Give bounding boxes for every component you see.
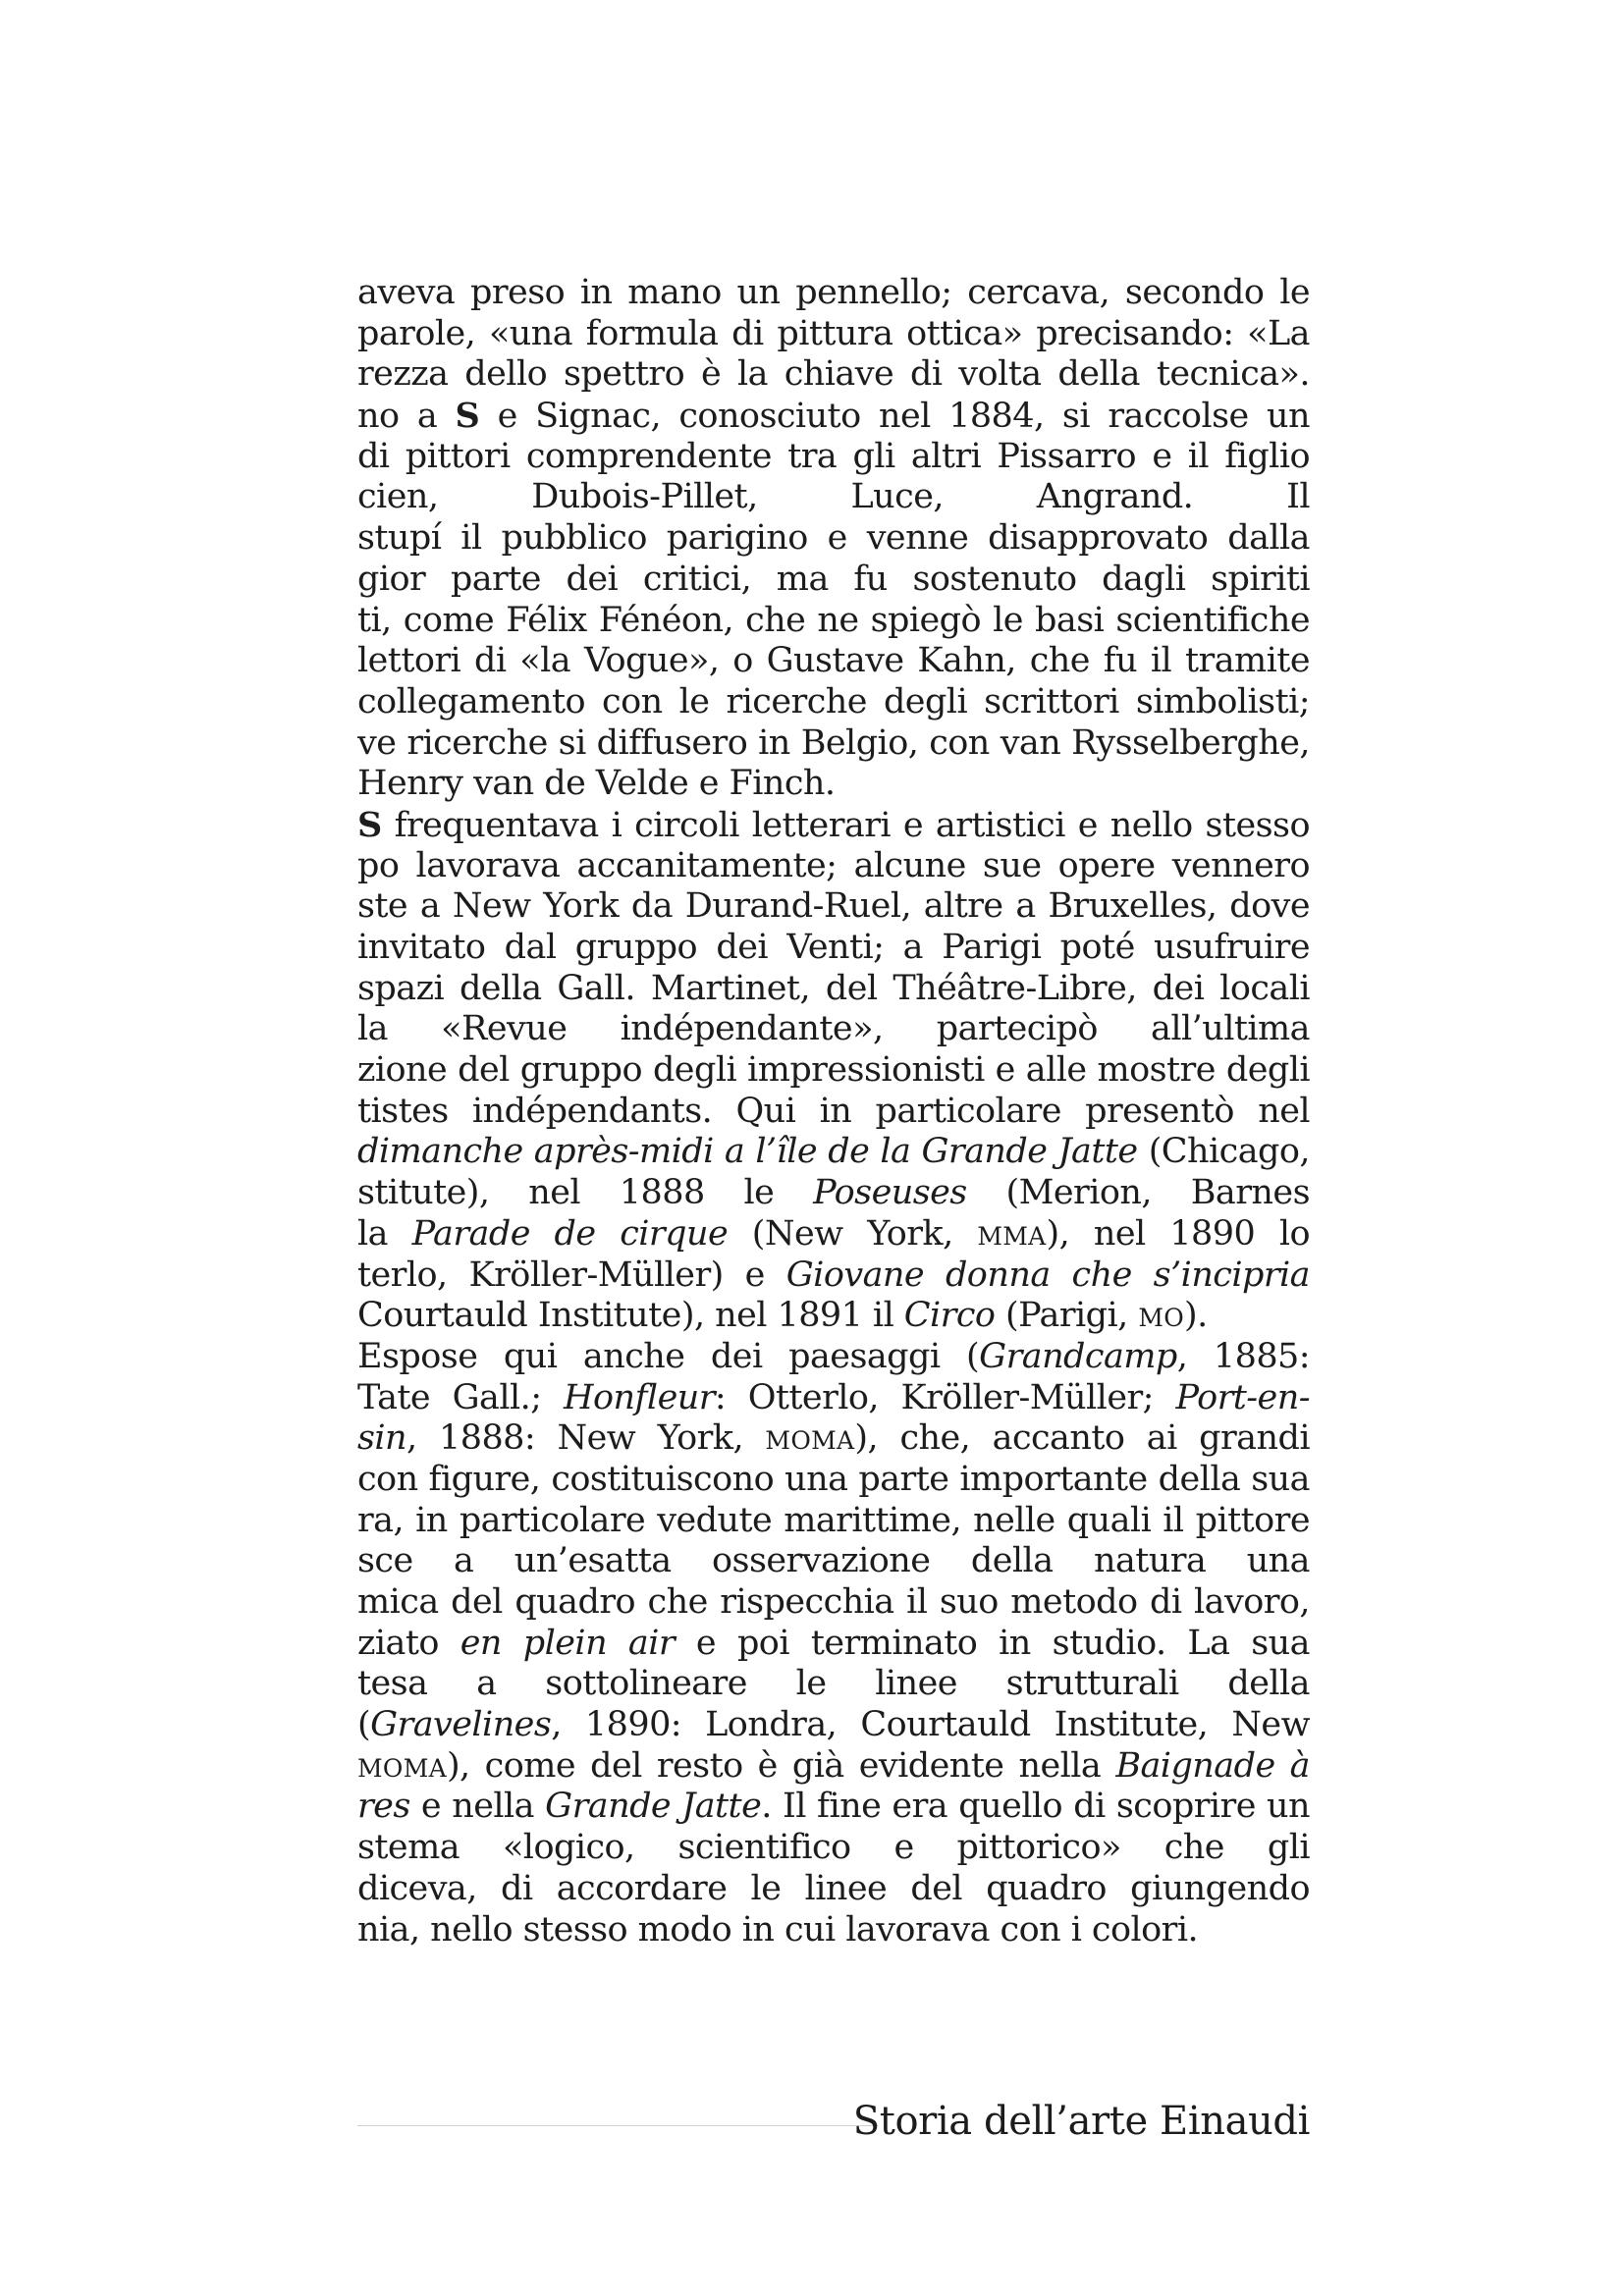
page-footer [357, 2091, 1310, 2150]
text-line: tesa a sottolineare le linee strutturali della [357, 1664, 1310, 1704]
artwork-title: Honfleur [564, 1377, 715, 1417]
artwork-title: Giovane donna che s’incipria [785, 1255, 1310, 1295]
artwork-title: Grande Jatte [545, 1787, 762, 1827]
text-line: stema «logico, scientifico e pittorico» che gli [357, 1828, 1310, 1868]
text-line: sin, 1888: New York, moma), che, accanto ai grandi [357, 1418, 1310, 1459]
text-line: la Parade de cirque (New York, mma), nel 1890 lo [357, 1213, 1310, 1254]
artwork-title: sin [357, 1418, 407, 1459]
artwork-title: Circo [903, 1296, 996, 1336]
footer-rule [357, 2125, 878, 2126]
museum-abbr: mma [977, 1213, 1047, 1254]
text-line: Tate Gall.; Honfleur: Otterlo, Kröller-Müller; Port-en- [357, 1378, 1310, 1419]
text-line: nia, nello stesso modo in cui lavorava con i colori. [357, 1909, 1199, 1949]
artwork-title: Baignade à [1115, 1745, 1310, 1786]
text-line: rezza dello spettro è la chiave di volta della tecnica». [357, 354, 1310, 395]
text-line: no a S e Signac, conosciuto nel 1884, si raccolse un [357, 396, 1310, 437]
text-line: stupí il pubblico parigino e venne disapprovato dalla [357, 518, 1310, 559]
text-line: ra, in particolare vedute marittime, nelle quali il pittore [357, 1500, 1310, 1540]
artwork-title: res [357, 1787, 410, 1827]
text-line: con figure, costituiscono una parte importante della sua [357, 1459, 1310, 1499]
artwork-title: Port-en- [1175, 1377, 1310, 1417]
text-line: aveva preso in mano un pennello; cercava, secondo le [357, 273, 1310, 312]
text-line: tistes indépendants. Qui in particolare presentò nel [357, 1091, 1310, 1131]
text-line: lettori di «la Vogue», o Gustave Kahn, che fu il tramite [357, 641, 1310, 681]
text-line: Espose qui anche dei paesaggi (Grandcamp, 1885: [357, 1336, 1310, 1376]
text-line: cien, Dubois-Pillet, Luce, Angrand. Il [357, 477, 1310, 517]
artwork-title: dimanche après-midi a l’île de la Grande Jatte [357, 1132, 1138, 1172]
text-line: mica del quadro che rispecchia il suo metodo di lavoro, [357, 1582, 1310, 1622]
text-line: ti, come Félix Fénéon, che ne spiegò le basi scientifiche [357, 600, 1310, 640]
museum-abbr: mo [1138, 1296, 1185, 1336]
text-line: ve ricerche si diffusero in Belgio, con van Rysselberghe, [357, 722, 1310, 763]
emphasis-text: en plein air [460, 1623, 676, 1663]
artwork-title: Grandcamp [979, 1336, 1177, 1376]
subject-initial: S [357, 804, 382, 845]
text-line: ziato en plein air e poi terminato in studio. La sua [357, 1623, 1310, 1663]
text-line: ste a New York da Durand-Ruel, altre a Bruxelles, dove [357, 886, 1310, 927]
text-line: diceva, di accordare le linee del quadro giungendo [357, 1868, 1310, 1908]
text-line: dimanche après-midi a l’île de la Grande Jatte (Chicago, [357, 1132, 1310, 1172]
text-line: S frequentava i circoli letterari e artistici e nello stesso [357, 804, 1310, 845]
subject-initial: S [455, 396, 480, 437]
text-line: zione del gruppo degli impressionisti e alle mostre degli [357, 1050, 1310, 1091]
text-line: terlo, Kröller-Müller) e Giovane donna che s’incipria [357, 1255, 1310, 1295]
text-line: invitato dal gruppo dei Venti; a Parigi poté usufruire [357, 928, 1310, 967]
museum-abbr: moma [357, 1745, 447, 1786]
text-line: la «Revue indépendante», partecipò all’ultima [357, 1009, 1310, 1049]
text-line: stitute), nel 1888 le Poseuses (Merion, Barnes [357, 1173, 1310, 1213]
footer-title: Storia dell’arte Einaudi [852, 2099, 1310, 2144]
text-line: spazi della Gall. Martinet, del Théâtre-Libre, dei locali [357, 968, 1310, 1008]
text-line: moma), come del resto è già evidente nella Baignade à [357, 1746, 1310, 1788]
text-line: gior parte dei critici, ma fu sostenuto dagli spiriti [357, 559, 1310, 599]
artwork-title: Parade de cirque [411, 1213, 729, 1254]
text-line: res e nella Grande Jatte. Il fine era quello di scoprire un [357, 1787, 1310, 1827]
text-line: di pittori comprendente tra gli altri Pissarro e il figlio [357, 436, 1310, 476]
museum-abbr: moma [765, 1418, 855, 1459]
text-line: collegamento con le ricerche degli scrittori simbolisti; [357, 681, 1310, 721]
text-line: Courtauld Institute), nel 1891 il Circo (Parigi, mo). [357, 1296, 1208, 1336]
text-line: po lavorava accanitamente; alcune sue opere vennero [357, 845, 1310, 885]
text-line: parole, «una formula di pittura ottica» precisando: «La [357, 313, 1310, 353]
text-line: Henry van de Velde e Finch. [357, 764, 836, 804]
text-line: sce a un’esatta osservazione della natura una [357, 1541, 1310, 1581]
artwork-title: Poseuses [813, 1173, 967, 1213]
body-text [357, 273, 1310, 1950]
artwork-title: Gravelines [370, 1705, 552, 1745]
text-line: (Gravelines, 1890: Londra, Courtauld Institute, New [357, 1705, 1310, 1745]
